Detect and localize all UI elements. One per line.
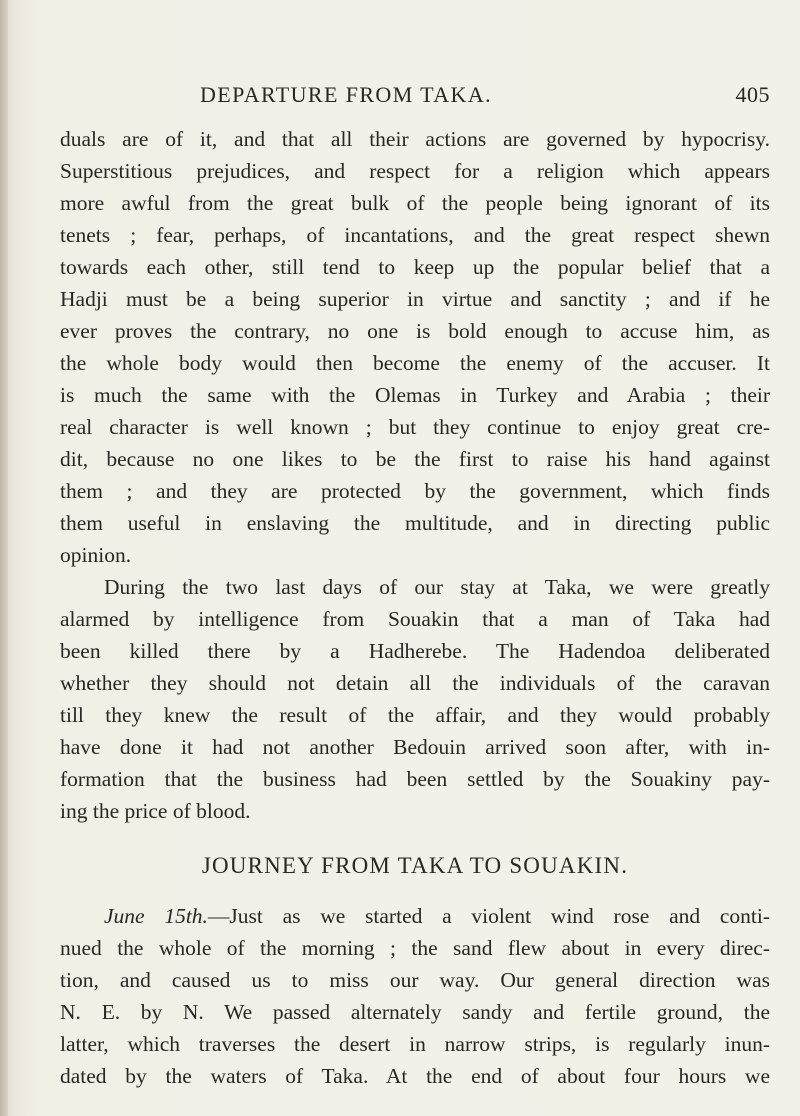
text-line: towards each other, still tend to keep up the popular belief that a: [60, 255, 770, 279]
text-line: them ; and they are protected by the government, which finds: [60, 479, 770, 503]
text-line: ing the price of blood.: [60, 799, 251, 823]
text-line: Hadji must be a being superior in virtue and sanctity ; and if he: [60, 287, 770, 311]
text-line: duals are of it, and that all their actions are governed by hypocrisy.: [60, 127, 770, 151]
text-line: have done it had not another Bedouin arrived soon after, with in-: [60, 735, 770, 759]
text-line: whether they should not detain all the individuals of the caravan: [60, 671, 770, 695]
text-line: tion, and caused us to miss our way. Our general direction was: [60, 968, 770, 992]
text-line: dated by the waters of Taka. At the end of about four hours we: [60, 1064, 770, 1088]
text-line: alarmed by intelligence from Souakin that a man of Taka had: [60, 607, 770, 631]
text-line: dit, because no one likes to be the first to raise his hand against: [60, 447, 770, 471]
text-line-with-date: [104, 900, 770, 932]
text-line: formation that the business had been settled by the Souakiny pay-: [60, 767, 770, 791]
page-number: 405: [735, 82, 770, 107]
text-line: latter, which traverses the desert in narrow strips, is regularly inun-: [60, 1032, 770, 1056]
text-line: opinion.: [60, 543, 132, 567]
text-line: been killed there by a Hadherebe. The Hadendoa deliberated: [60, 639, 770, 663]
page-spine-shadow: [0, 0, 8, 1116]
text-line: till they knew the result of the affair, and they would probably: [60, 703, 770, 727]
text-line: N. E. by N. We passed alternately sandy and fertile ground, the: [60, 1000, 770, 1024]
text-line: more awful from the great bulk of the people being ignorant of its: [60, 191, 770, 215]
section-heading: JOURNEY FROM TAKA TO SOUAKIN.: [201, 853, 629, 878]
text-line: Superstitious prejudices, and respect for a religion which appears: [60, 159, 770, 183]
page-header: [60, 82, 770, 112]
text-line: ever proves the contrary, no one is bold enough to accuse him, as: [60, 319, 770, 343]
text-line-rest: —Just as we started a violent wind rose and conti-: [207, 904, 771, 928]
text-line: is much the same with the Olemas in Turkey and Arabia ; their: [60, 383, 770, 407]
entry-date: June 15th.: [104, 904, 208, 928]
text-line: nued the whole of the morning ; the sand flew about in every direc-: [60, 936, 770, 960]
running-head: DEPARTURE FROM TAKA.: [200, 82, 493, 107]
text-line: the whole body would then become the enemy of the accuser. It: [60, 351, 770, 375]
text-line: tenets ; fear, perhaps, of incantations, and the great respect shewn: [60, 223, 770, 247]
text-line: them useful in enslaving the multitude, and in directing public: [60, 511, 770, 535]
text-line: real character is well known ; but they continue to enjoy great cre-: [60, 415, 770, 439]
text-line: During the two last days of our stay at Taka, we were greatly: [104, 575, 770, 599]
